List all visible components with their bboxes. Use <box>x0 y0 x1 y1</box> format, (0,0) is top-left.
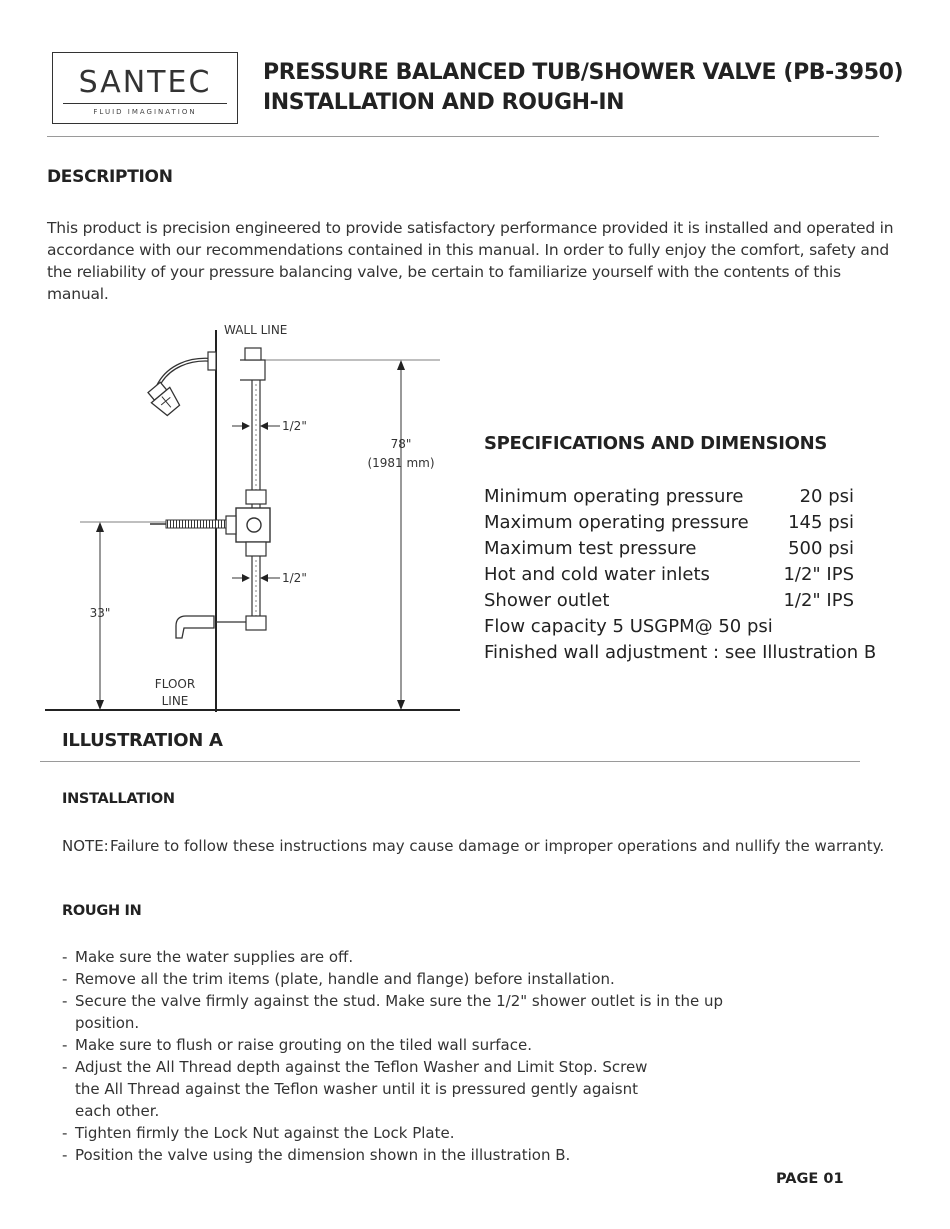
logo-tagline: FLUID IMAGINATION <box>93 108 197 116</box>
spec-row <box>484 536 924 562</box>
spec-label: Maximum operating pressure <box>484 512 749 533</box>
height-inches: 78" <box>390 437 412 451</box>
spec-row <box>484 484 924 510</box>
list-item: - Position the valve using the dimension shown in the illustration B. <box>62 1146 571 1164</box>
spec-row <box>484 588 924 614</box>
page-number: PAGE 01 <box>776 1171 844 1187</box>
shower-head-icon <box>145 380 183 418</box>
tub-spout-icon <box>176 616 214 638</box>
list-item: - Secure the valve firmly against the stud. Make sure the 1/2" shower outlet is in the up position. <box>62 992 724 1032</box>
title-line-1: PRESSURE BALANCED TUB/SHOWER VALVE (PB-3950) <box>263 60 904 85</box>
top-elbow <box>240 360 265 380</box>
height-arrow-top <box>397 360 405 370</box>
description-heading: DESCRIPTION <box>47 167 173 187</box>
note-label: NOTE: <box>62 837 109 855</box>
floor-line-label-1: FLOOR <box>154 677 196 691</box>
spec-row <box>484 510 924 536</box>
spec-value: 20 psi <box>799 486 854 507</box>
note-text: Failure to follow these instructions may cause damage or improper operations and nullify the warranty. <box>110 837 885 855</box>
spec-label: Hot and cold water inlets <box>484 564 710 585</box>
spec-label: Minimum operating pressure <box>484 486 744 507</box>
list-item: - Remove all the trim items (plate, handle and flange) before installation. <box>62 970 615 988</box>
all-thread-stem <box>166 520 226 528</box>
spec-finished-wall: Finished wall adjustment : see Illustration B <box>484 642 877 663</box>
list-item: - Tighten firmly the Lock Nut against the Lock Plate. <box>62 1124 455 1142</box>
illustration-caption: ILLUSTRATION A <box>62 730 223 751</box>
illustration-a-diagram <box>40 320 480 720</box>
spec-value: 1/2" IPS <box>783 564 854 585</box>
document-title <box>263 58 903 118</box>
specifications-heading: SPECIFICATIONS AND DIMENSIONS <box>484 433 828 454</box>
floor-line-label-2: LINE <box>161 694 189 708</box>
upper-fitting <box>246 490 266 504</box>
valve-height-label: 33" <box>89 606 111 620</box>
header-divider <box>47 136 879 137</box>
spec-value: 500 psi <box>788 538 854 559</box>
spec-row <box>484 562 924 588</box>
upper-pipe-size: 1/2" <box>282 419 307 433</box>
spec-value: 145 psi <box>788 512 854 533</box>
height-mm: (1981 mm) <box>367 456 435 470</box>
title-line-2: INSTALLATION AND ROUGH-IN <box>263 90 625 115</box>
valve-cartridge-stem <box>226 516 236 534</box>
height-arrow-bottom <box>397 700 405 710</box>
list-item: - Make sure to flush or raise grouting on the tiled wall surface. <box>62 1036 532 1054</box>
bottom-elbow <box>246 616 266 630</box>
spec-label: Maximum test pressure <box>484 538 697 559</box>
shower-arm-flange <box>208 352 216 370</box>
valve-height-arrow-bottom <box>96 700 104 710</box>
spec-flow-capacity: Flow capacity 5 USGPM@ 50 psi <box>484 616 773 637</box>
lower-pipe-size: 1/2" <box>282 571 307 585</box>
spec-value: 1/2" IPS <box>783 590 854 611</box>
description-text: This product is precision engineered to provide satisfactory performance provided it is installed and operated in accordance with our recommendations contained in this manual. In order to fully enjoy the comfort, safety and the reliability of your pressure balancing valve, be certain to familiarize yourself with the contents of this manual. <box>47 219 894 303</box>
installation-heading: INSTALLATION <box>62 791 175 807</box>
rough-in-steps <box>62 946 902 1166</box>
spec-label: Shower outlet <box>484 590 610 611</box>
wall-line-label: WALL LINE <box>224 323 288 337</box>
valve-port-icon <box>247 518 261 532</box>
valve-height-arrow-top <box>96 522 104 532</box>
specifications-list <box>484 484 924 666</box>
logo-divider <box>63 103 227 104</box>
list-item: - Make sure the water supplies are off. <box>62 948 354 966</box>
rough-in-heading: ROUGH IN <box>62 903 142 919</box>
santec-logo <box>52 52 238 124</box>
lower-fitting <box>246 542 266 556</box>
logo-name: SANTEC <box>78 65 212 100</box>
top-coupling <box>245 348 261 360</box>
illustration-divider <box>40 761 860 762</box>
list-item: - Adjust the All Thread depth against the Teflon Washer and Limit Stop. Screw the All Thread against the Teflon washer until it is pressured gently agaisnt each other. <box>62 1058 648 1120</box>
